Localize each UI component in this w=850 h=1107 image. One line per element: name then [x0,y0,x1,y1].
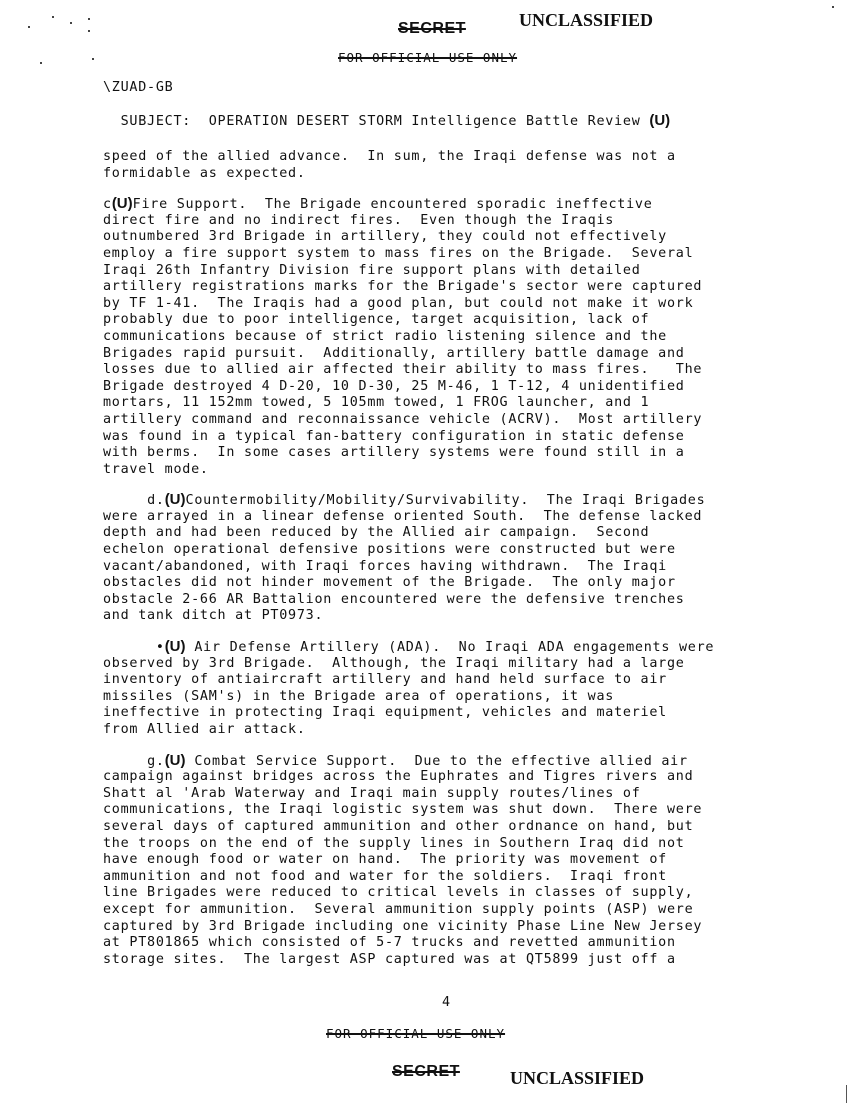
paragraph-first-line [103,196,803,213]
subject-classification-marking: (U) [649,112,671,129]
paragraph-first-line [103,639,803,656]
top-fouo-marking: FOR OFFICIAL USE ONLY [338,50,518,65]
text-line: vacant/abandoned, with Iraqi forces having withdrawn. The Iraqi [103,558,667,574]
text-line: Fire Support. The Brigade encountered sporadic ineffective [132,197,653,213]
text-line: mortars, 11 152mm towed, 5 105mm towed, 1 FROG launcher, and 1 [103,395,650,411]
top-unclassified-marking: UNCLASSIFIED [519,10,654,30]
text-line: by TF 1-41. The Iraqis had a good plan, but could not make it work [103,295,694,311]
scan-speck [28,26,30,28]
text-line: except for ammunition. Several ammunition supply points (ASP) were [103,901,694,917]
scan-speck [92,58,94,60]
paragraph-continuation [103,149,803,182]
paragraph-combat-service-support [103,753,803,969]
bottom-secret-marking: SECRET [392,1063,460,1080]
paragraph-letter: g. [147,753,165,769]
text-line: direct fire and no indirect fires. Even though the Iraqis [103,212,615,228]
paragraph-letter: • [155,640,165,656]
text-line: communications because of strict radio listening silence and the [103,328,667,344]
text-line: from Allied air attack. [103,722,306,737]
text-line: Countermobility/Mobility/Survivability. The Iraqi Brigades [185,493,706,509]
scan-speck [88,18,90,20]
scan-speck [70,22,72,24]
paragraph-fire-support [103,196,803,478]
text-line: obstacle 2-66 AR Battalion encountered were the defensive trenches [103,591,685,607]
text-line: probably due to poor intelligence, target acquisition, lack of [103,312,650,328]
classification-marking: (U) [164,638,186,656]
text-line: depth and had been reduced by the Allied air campaign. Second [103,525,650,541]
classification-marking: (U) [164,491,186,509]
subject-label: SUBJECT: [120,114,192,129]
text-line: formidable as expected. [103,165,306,181]
text-line: Combat Service Support. Due to the effective allied air [185,753,688,769]
page-number: 4 [442,995,451,1010]
text-line: employ a fire support system to mass fires on the Brigade. Several [103,245,694,261]
text-line: artillery command and reconnaissance vehicle (ACRV). Most artillery [103,411,703,427]
text-line: have enough food or water on hand. The priority was movement of [103,852,667,868]
scan-edge-mark [846,1085,847,1103]
paragraph-letter: d. [147,493,165,509]
bottom-unclassified-marking: UNCLASSIFIED [510,1068,645,1088]
document-body [103,149,803,982]
scan-speck [832,6,834,8]
text-line: Iraqi 26th Infantry Division fire support plans with detailed [103,262,641,278]
scan-speck [40,62,42,64]
text-line: inventory of antiaircraft artillery and hand held surface to air [103,672,667,688]
text-line: Brigades rapid pursuit. Additionally, artillery battle damage and [103,345,685,361]
paragraph-letter: c [103,197,112,213]
text-line: ammunition and not food and water for the soldiers. Iraqi front [103,868,667,884]
text-line: travel mode. [103,461,209,477]
subject-text: OPERATION DESERT STORM Intelligence Battle Review [208,114,641,129]
text-line: obstacles did not hinder movement of the Brigade. The only major [103,575,676,591]
text-line: line Brigades were reduced to critical levels in classes of supply, [103,885,694,901]
scan-speck [52,16,54,18]
text-line: missiles (SAM's) in the Brigade area of operations, it was [103,688,615,704]
scan-speck [88,30,90,32]
paragraph-air-defense [103,639,803,739]
text-line: were arrayed in a linear defense oriented South. The defense lacked [103,508,703,524]
text-line: the troops on the end of the supply lines in Southern Iraq did not [103,835,685,851]
office-symbol: \ZUAD-GB [103,80,174,95]
text-line: communications, the Iraqi logistic system was shut down. There were [103,802,703,818]
text-line: Air Defense Artillery (ADA). No Iraqi ADA engagements were [185,640,715,656]
text-line: storage sites. The largest ASP captured was at QT5899 just off a [103,951,676,967]
subject-line [103,97,670,129]
text-line: at PT801865 which consisted of 5-7 trucks and revetted ammunition [103,935,676,951]
text-line: artillery registrations marks for the Brigade's sector were captured [103,279,703,295]
text-line: with berms. In some cases artillery systems were found still in a [103,445,685,461]
text-line: was found in a typical fan-battery configuration in static defense [103,428,685,444]
text-line: captured by 3rd Brigade including one vicinity Phase Line New Jersey [103,918,703,934]
text-line: losses due to allied air affected their ability to mass fires. The [103,362,703,378]
text-line: outnumbered 3rd Brigade in artillery, they could not effectively [103,229,667,245]
paragraph-first-line [103,753,803,770]
text-line: campaign against bridges across the Euphrates and Tigres rivers and [103,769,694,785]
text-line: echelon operational defensive positions were constructed but were [103,542,676,558]
text-line: several days of captured ammunition and other ordnance on hand, but [103,818,694,834]
classification-marking: (U) [111,195,133,213]
classification-marking: (U) [164,751,186,769]
text-line: ineffective in protecting Iraqi equipment, vehicles and materiel [103,705,667,721]
text-line: and tank ditch at PT0973. [103,608,324,624]
text-line: speed of the allied advance. In sum, the Iraqi defense was not a [103,149,676,164]
top-secret-marking: SECRET [398,20,466,37]
text-line: Shatt al 'Arab Waterway and Iraqi main supply routes/lines of [103,785,641,801]
text-line: observed by 3rd Brigade. Although, the Iraqi military had a large [103,655,685,671]
bottom-fouo-marking: FOR OFFICIAL USE ONLY [326,1026,506,1041]
text-line: Brigade destroyed 4 D-20, 10 D-30, 25 M-46, 1 T-12, 4 unidentified [103,378,685,394]
paragraph-first-line [103,492,803,509]
paragraph-countermobility [103,492,803,625]
